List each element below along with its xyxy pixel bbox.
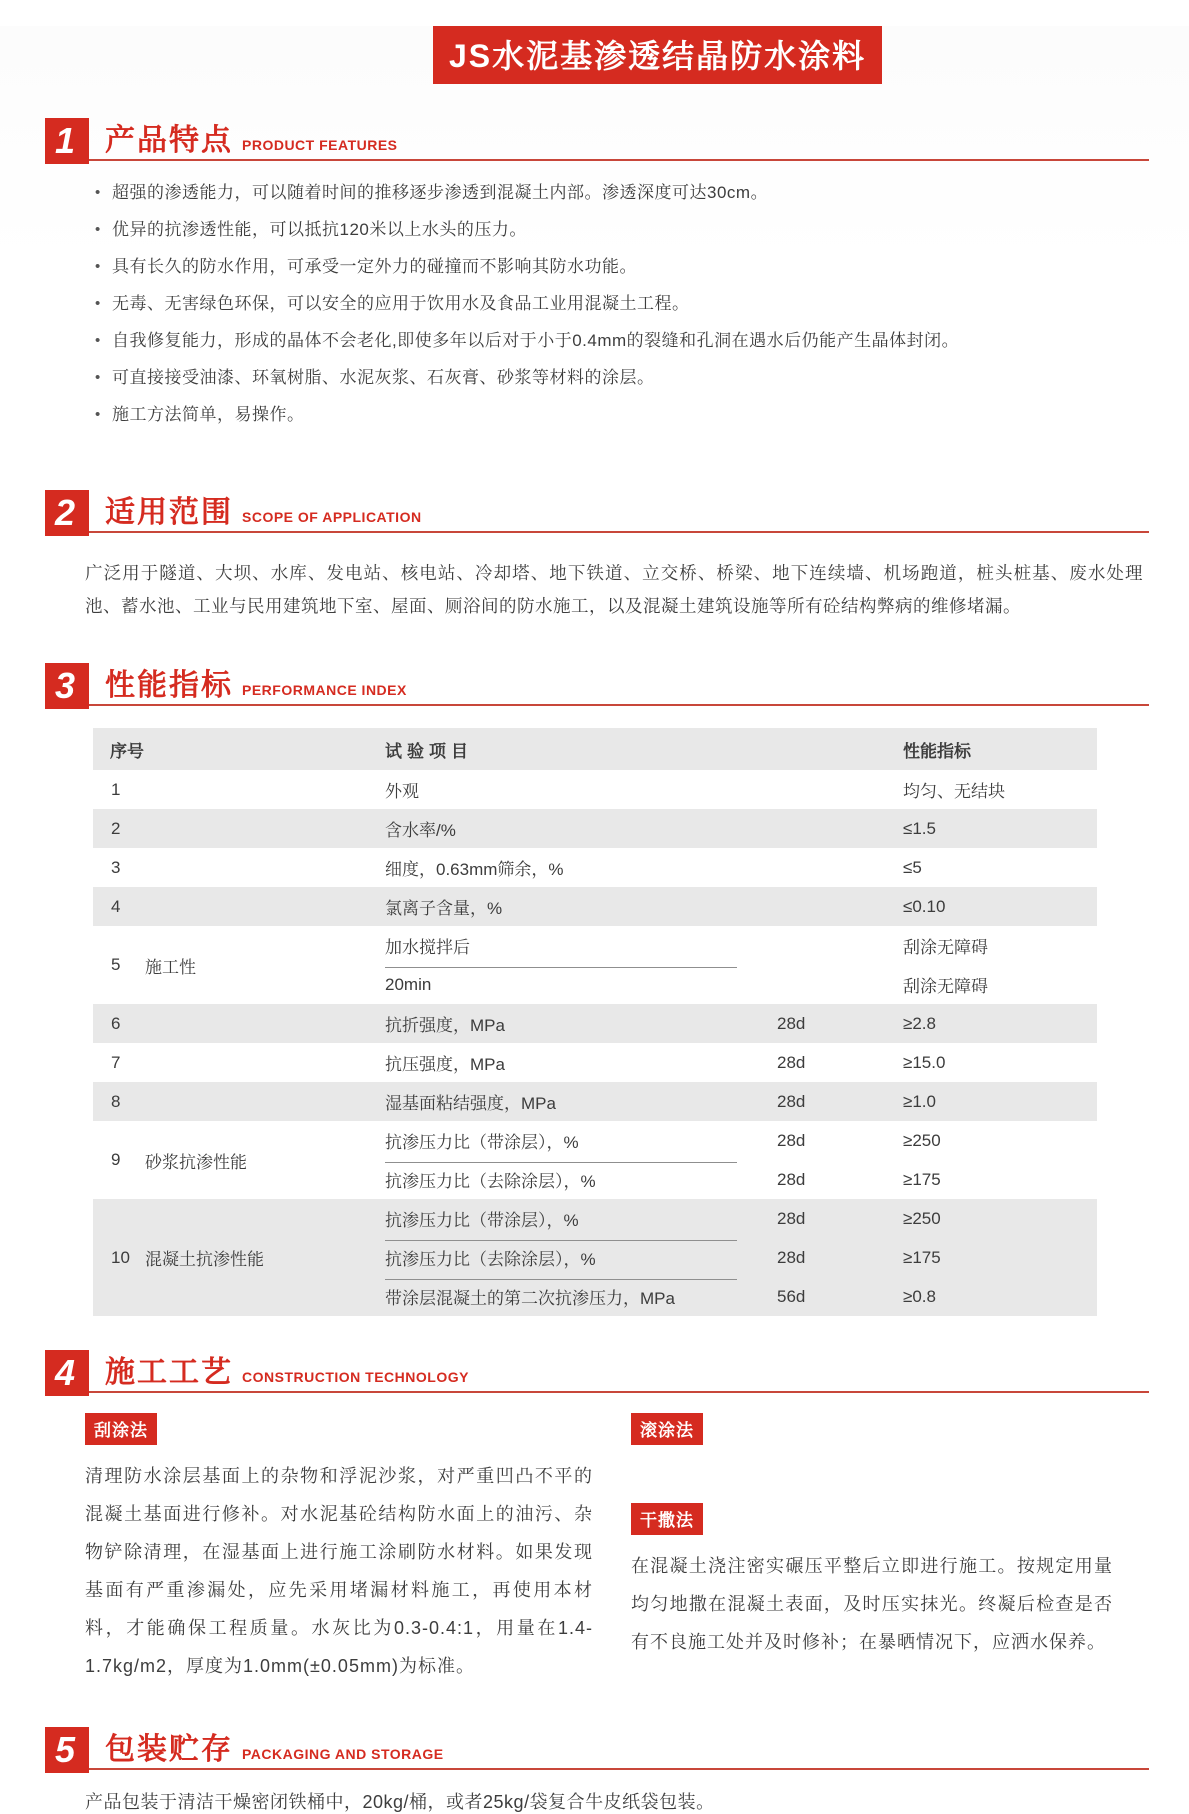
test-age-cell: 56d [777,1286,806,1306]
row-items-cell [385,770,1097,809]
section-number-badge: 2 [45,490,89,536]
section-subtitle: PACKAGING AND STORAGE [242,1746,444,1762]
index-value-cell: ≥175 [903,1169,941,1189]
header-cell-index: 性能指标 [903,741,971,761]
index-value-cell: ≥250 [903,1208,941,1228]
table-row [93,1043,1097,1082]
row-number-cell: 7 [111,1052,121,1072]
packaging-paragraph: 产品包装于清洁干燥密闭铁桶中，20kg/桶，或者25kg/袋复合牛皮纸袋包装。 [85,1792,715,1812]
row-category-cell [145,1043,385,1082]
test-item-name-cell: 抗压强度，MPa [385,1055,505,1074]
row-number-cell: 4 [111,896,121,916]
section-title: 适用范围 [105,496,233,529]
features-list [45,161,1149,456]
test-item-name-cell: 加水搅拌后 [385,933,777,958]
index-value-cell: ≤5 [903,857,922,877]
construction-columns [45,1393,1149,1693]
test-item-name-cell: 抗折强度，MPa [385,1016,505,1035]
table-sub-row [385,848,1097,887]
scrape-method-paragraph: 清理防水涂层基面上的杂物和浮泥沙浆，对严重凹凸不平的混凝土基面进行修补。对水泥基砼结构防水面上的油污、杂物铲除清理，在湿基面上进行施工涂刷防水材料。如果发现基面有严重渗漏处，应先采用堵漏材料施工，再使用本材料，才能确保工程质量。水灰比为0.3-0.4:1，用量在1.4-1.7kg/m2，厚度为1.0mm(±0.05mm)为标准。 [85,1466,593,1676]
table-sub-row [385,1277,1097,1316]
section-title: 产品特点 [105,124,233,157]
feature-bullet: • 优异的抗渗透性能，可以抵抗120米以上水头的压力。 [95,220,1139,240]
section-features-header [45,118,1149,161]
row-items-cell [385,1004,1097,1043]
page-title: JS水泥基渗透结晶防水涂料 [433,26,882,84]
index-value-cell: 均匀、无结块 [903,782,1005,801]
table-row [93,887,1097,926]
test-age-cell: 28d [777,1052,806,1072]
table-sub-row [385,887,1097,926]
table-sub-row [385,1043,1097,1082]
table-header-row [93,728,1097,770]
table-sub-row [385,809,1097,848]
row-number-cell: 8 [111,1091,121,1111]
test-age-cell: 28d [777,1208,806,1228]
scrape-method-label: 刮涂法 [85,1413,157,1445]
roller-method-block [631,1413,1113,1457]
row-items-cell [385,887,1097,926]
test-age-cell: 28d [777,1013,806,1033]
index-value-cell: ≥0.8 [903,1286,936,1306]
performance-table [93,728,1097,1316]
row-category-cell [145,887,385,926]
table-sub-row [385,1121,1097,1160]
roller-method-label: 滚涂法 [631,1413,703,1445]
index-value-cell: 刮涂无障碍 [903,938,988,957]
table-row [93,770,1097,809]
row-items-cell [385,848,1097,887]
test-item-name-cell: 抗渗压力比（带涂层），% [385,1206,777,1231]
section-construction [45,1350,1149,1693]
index-value-cell: ≥2.8 [903,1013,936,1033]
index-value-cell: ≤0.10 [903,896,946,916]
table-sub-row [385,1082,1097,1121]
section-packaging [45,1727,1149,1814]
row-items-cell [385,926,1097,1004]
table-sub-row [385,1004,1097,1043]
section-construction-header [45,1350,1149,1393]
feature-bullet: • 具有长久的防水作用，可承受一定外力的碰撞而不影响其防水功能。 [95,257,1139,277]
table-row [93,1121,1097,1199]
feature-bullet: • 施工方法简单，易操作。 [95,405,1139,425]
index-value-cell: ≥15.0 [903,1052,946,1072]
test-age-cell: 28d [777,1247,806,1267]
section-scope [45,490,1149,629]
row-category-cell [145,770,385,809]
test-item-name-cell: 抗渗压力比（去除涂层），% [385,1245,777,1270]
index-value-cell: ≥175 [903,1247,941,1267]
dry-method-label: 干撒法 [631,1503,703,1535]
row-number-cell: 2 [111,818,121,838]
dry-method-paragraph: 在混凝土浇注密实碾压平整后立即进行施工。按规定用量均匀地撒在混凝土表面，及时压实抹光。终凝后检查是否有不良施工处并及时修补；在暴晒情况下，应洒水保养。 [631,1556,1113,1652]
table-row [93,1082,1097,1121]
index-value-cell: 刮涂无障碍 [903,977,988,996]
row-number-cell: 6 [111,1013,121,1033]
section-number-badge: 1 [45,118,89,164]
section-subtitle: SCOPE OF APPLICATION [242,509,422,525]
test-age-cell: 28d [777,1091,806,1111]
table-row [93,926,1097,1004]
dry-method-block [631,1503,1113,1661]
test-item-name-cell: 外观 [385,782,419,801]
row-items-cell [385,1043,1097,1082]
row-category-cell [145,848,385,887]
feature-bullet: • 可直接接受油漆、环氧树脂、水泥灰浆、石灰膏、砂浆等材料的涂层。 [95,368,1139,388]
section-title: 性能指标 [105,669,233,702]
row-category-cell: 砂浆抗渗性能 [145,1152,247,1172]
table-sub-row [385,770,1097,809]
performance-table-body [93,770,1097,1316]
row-number-cell: 1 [111,779,121,799]
section-subtitle: CONSTRUCTION TECHNOLOGY [242,1369,469,1385]
feature-bullet: • 无毒、无害绿色环保，可以安全的应用于饮用水及食品工业用混凝土工程。 [95,294,1139,314]
test-item-name-cell: 20min [385,974,432,994]
index-value-cell: ≤1.5 [903,818,936,838]
row-number-cell: 9 [111,1150,121,1169]
section-subtitle: PRODUCT FEATURES [242,137,398,153]
row-category-cell: 混凝土抗渗性能 [145,1250,264,1269]
row-number-cell: 5 [111,955,121,974]
row-items-cell [385,1121,1097,1199]
row-items-cell [385,1082,1097,1121]
row-category-cell: 施工性 [145,957,196,977]
section-packaging-header [45,1727,1149,1770]
test-item-name-cell: 抗渗压力比（去除涂层），% [385,1172,596,1191]
index-value-cell: ≥250 [903,1130,941,1150]
test-item-name-cell: 湿基面粘结强度，MPa [385,1094,556,1113]
table-row [93,848,1097,887]
test-item-name-cell: 抗渗压力比（带涂层），% [385,1128,777,1153]
row-category-cell [145,1004,385,1043]
header-cell-no: 序号 [110,741,144,761]
row-items-cell [385,1199,1097,1316]
table-sub-row [385,1199,1097,1238]
table-row [93,1199,1097,1316]
row-items-cell [385,809,1097,848]
test-item-name-cell: 含水率/% [385,821,456,840]
row-category-cell [145,809,385,848]
section-number-badge: 3 [45,663,89,709]
section-title: 包装贮存 [105,1733,233,1766]
test-age-cell: 28d [777,1130,806,1150]
header-cell-item: 试验项目 [385,741,473,761]
scope-paragraph: 广泛用于隧道、大坝、水库、发电站、核电站、冷却塔、地下铁道、立交桥、桥梁、地下连续墙、机场跑道，桩头桩基、废水处理池、蓄水池、工业与民用建筑地下室、屋面、厕浴间的防水施工，以及混凝土建筑设施等所有砼结构弊病的维修堵漏。 [85,563,1143,616]
test-item-name-cell: 细度，0.63mm筛余，% [385,860,564,879]
section-scope-header [45,490,1149,533]
scrape-method-block [85,1413,593,1685]
table-sub-row [385,926,1097,965]
row-number-cell: 3 [111,857,121,877]
row-category-cell [145,1082,385,1121]
section-number-badge: 4 [45,1350,89,1396]
feature-bullet: • 自我修复能力，形成的晶体不会老化,即使多年以后对于小于0.4mm的裂缝和孔洞在遇水后仍能产生晶体封闭。 [95,331,1139,351]
table-sub-row [385,1160,1097,1199]
section-performance [45,663,1149,1316]
table-row [93,1004,1097,1043]
row-number-cell: 10 [111,1247,130,1267]
table-row [93,809,1097,848]
index-value-cell: ≥1.0 [903,1091,936,1111]
section-subtitle: PERFORMANCE INDEX [242,682,407,698]
construction-right-column [631,1413,1113,1685]
table-sub-row [385,1238,1097,1277]
feature-bullet: • 超强的渗透能力，可以随着时间的推移逐步渗透到混凝土内部。渗透深度可达30cm。 [95,183,1139,203]
table-sub-row [385,965,1097,1004]
section-title: 施工工艺 [105,1356,233,1389]
test-age-cell: 28d [777,1169,806,1189]
test-item-name-cell: 带涂层混凝土的第二次抗渗压力，MPa [385,1289,675,1308]
section-number-badge: 5 [45,1727,89,1773]
test-item-name-cell: 氯离子含量，% [385,899,503,918]
section-performance-header [45,663,1149,706]
section-features [45,118,1149,456]
